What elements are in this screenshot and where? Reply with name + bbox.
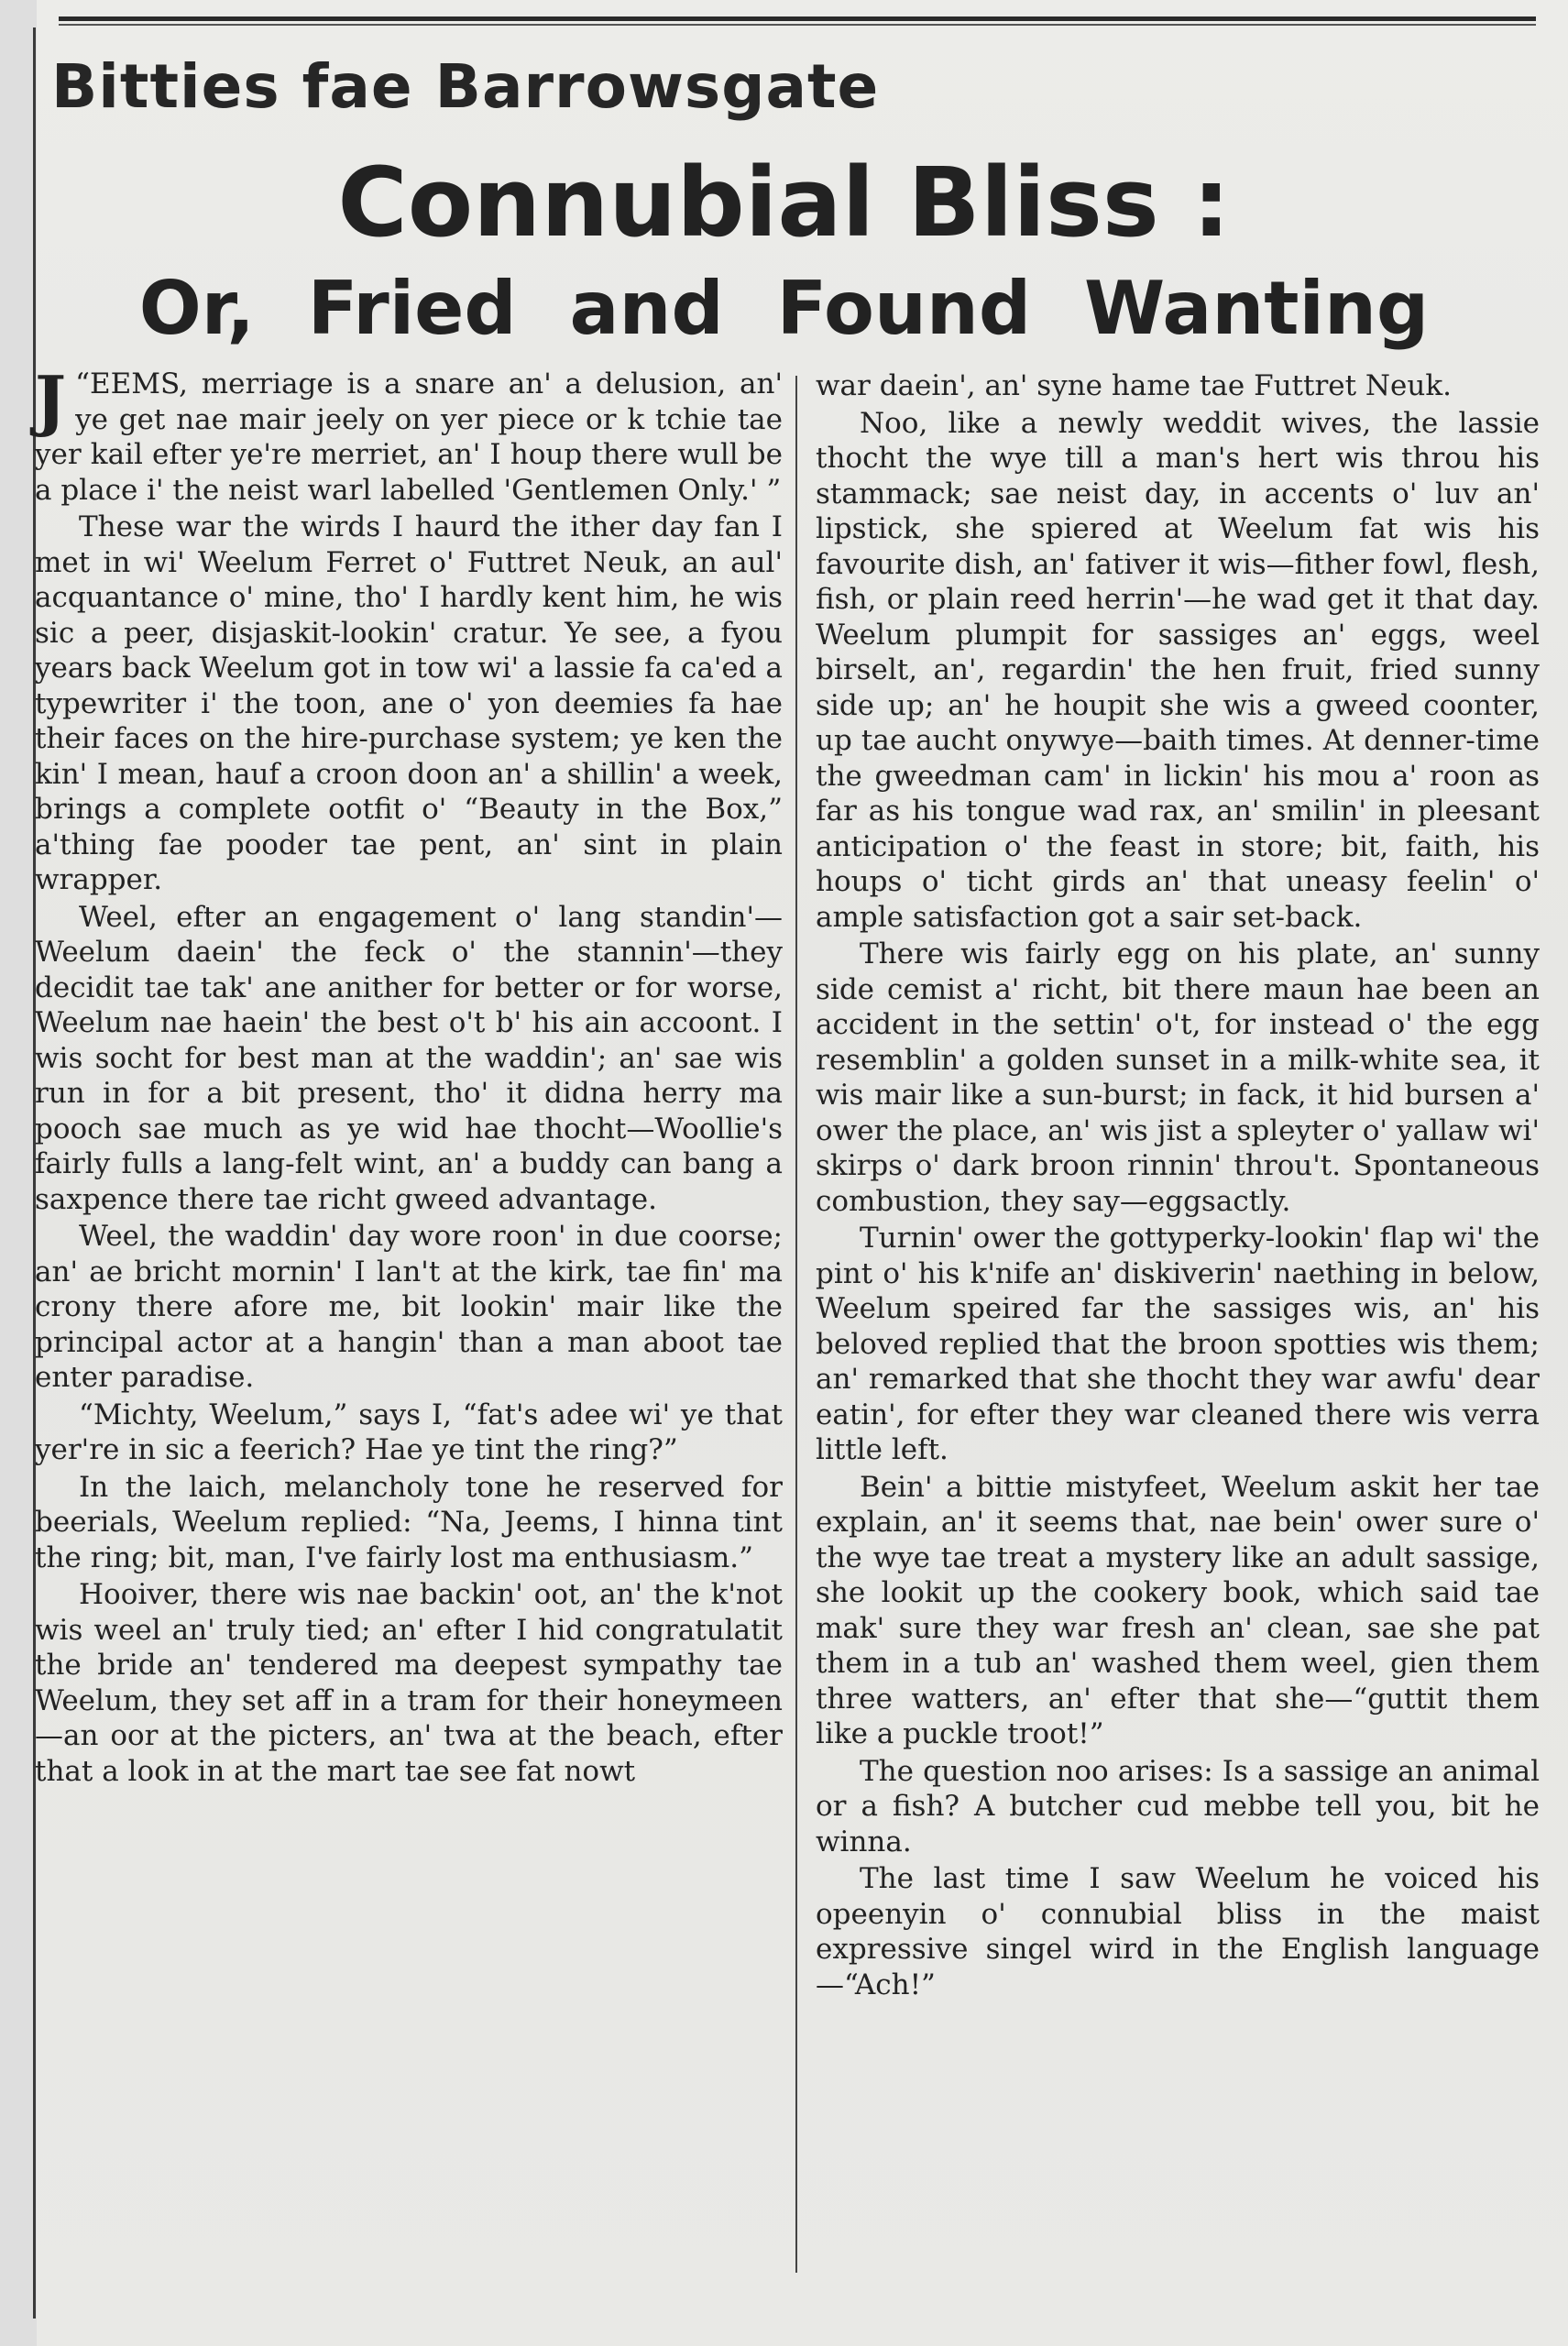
opening-quote: “ bbox=[75, 367, 90, 400]
paragraph: Weel, the waddin' day wore roon' in due coorse; an' ae bricht mornin' I lan't at the kirk, tae fin' ma crony there afore me, bit lookin' mair like the principal actor at a hangin' than a man aboot tae enter paradise. bbox=[35, 1220, 783, 1394]
paragraph: In the laich, melancholy tone he reserved for beerials, Weelum replied: “Na, Jeems, I hinna tint the ring; bit, man, I've fairly lost ma enthusiasm.” bbox=[35, 1470, 783, 1574]
top-rule bbox=[59, 16, 1536, 21]
headline: Connubial Bliss : bbox=[337, 147, 1231, 258]
paragraph: Weel, efter an engagement o' lang standin'—Weelum daein' the feck o' the stannin'—they decidit tae tak' ane anither for better or for worse, Weelum nae haein' the best o't b' his ain accoont. I wis socht for best man at the waddin'; an' sae wis run in for a bit present, tho' it didna herry ma pooch sae much as ye wid hae thocht—Woollie's fairly fulls a lang-felt wint, an' a buddy can bang a saxpence there tae richt gweed advantage. bbox=[35, 900, 783, 1216]
paragraph: These war the wirds I haurd the ither day fan I met in wi' Weelum Ferret o' Futtret Neuk, an aul' acquantance o' mine, tho' I hardly kent him, he wis sic a peer, disjaskit-lookin' cratur. Ye see, a fyou years back Weelum got in tow wi' a lassie fa ca'ed a typewriter i' the toon, ane o' yon deemies fa hae their faces on the hire-purchase system; ye ken the kin' I mean, hauf a croon doon an' a shillin' a week, brings a complete ootfit o' “Beauty in the Box,” a'thing fae pooder tae pent, an' sint in plain wrapper. bbox=[35, 510, 783, 896]
column-divider bbox=[795, 376, 797, 2273]
top-rule-thin bbox=[59, 24, 1536, 26]
paragraph: Turnin' ower the gottyperky-lookin' flap wi' the pint o' his k'nife an' diskiverin' naething in below, Weelum speired far the sassiges wis, an' his beloved replied that the broon spotties wis them; an' remarked that she thocht they war awfu' dear eatin', for efter they war cleaned there wis verra little left. bbox=[816, 1222, 1540, 1466]
paragraph: There wis fairly egg on his plate, an' sunny side cemist a' richt, bit there maun hae been an accident in the settin' o't, for instead o' the egg resemblin' a golden sunset in a milk-white sea, it wis mair like a sun-burst; in fack, it hid bursen a' ower the place, an' wis jist a spleyter o' yallaw wi' skirps o' dark broon rinnin' throu't. Spontaneous combustion, they say—eggsactly. bbox=[816, 937, 1540, 1218]
paragraph: The question noo arises: Is a sassige an animal or a fish? A butcher cud mebbe tell you, bit he winna. bbox=[816, 1754, 1540, 1858]
opening-paragraph bbox=[35, 361, 783, 508]
adjacent-column-strip bbox=[0, 0, 37, 2346]
paragraph: Hooiver, there wis nae backin' oot, an' the k'not wis weel an' truly tied; an' efter I hid congratulatit the bride an' tendered ma deepest sympathy tae Weelum, they set aff in a tram for their honeymeen—an oor at the picters, an' twa at the beach, efter that a look in at the mart tae see fat nowt bbox=[35, 1578, 783, 1788]
kicker-heading: Bitties fae Barrowsgate bbox=[51, 51, 880, 122]
paragraph: Bein' a bittie mistyfeet, Weelum askit her tae explain, an' it seems that, nae bein' ower sure o' the wye tae treat a mystery like an adult sassige, she lookit up the cookery book, which said tae mak' sure they war fresh an' clean, sae she pat them in a tub an' washed them weel, gien them three watters, an' efter that she—“guttit them like a puckle troot!” bbox=[816, 1470, 1540, 1750]
right-column bbox=[816, 368, 1540, 2004]
drop-cap: J bbox=[35, 361, 67, 439]
paragraph: “Michty, Weelum,” says I, “fat's adee wi' ye that yer're in sic a feerich? Hae ye tint the ring?” bbox=[35, 1398, 783, 1466]
paragraph-text: EEMS, merriage is a snare an' a delusion, an' ye get nae mair jeely on yer piece or k tchie tae yer kail efter ye're merriet, an' I houp there wull be a place i' the neist warl labelled 'Gentlemen Only.' ” bbox=[35, 367, 783, 507]
subheadline: Or, Fried and Found Wanting bbox=[138, 266, 1430, 351]
left-column bbox=[35, 361, 783, 1791]
paragraph: Noo, like a newly weddit wives, the lassie thocht the wye till a man's hert wis throu his stammack; sae neist day, in accents o' luv an' lipstick, she spiered at Weelum fat wis his favourite dish, an' fativer it wis—fither fowl, flesh, fish, or plain reed herrin'—he wad get it that day. Weelum plumpit for sassiges an' eggs, weel birselt, an', regardin' the hen fruit, fried sunny side up; an' he houpit she wis a gweed coonter, up tae aucht onywye—baith times. At denner-time the gweedman cam' in lickin' his mou a' roon as far as his tongue wad rax, an' smilin' in pleesant anticipation o' the feast in store; bit, faith, his houps o' ticht girds an' that uneasy feelin' o' ample satisfaction got a sair set-back. bbox=[816, 406, 1540, 934]
paragraph: The last time I saw Weelum he voiced his opeenyin o' connubial bliss in the maist expressive singel wird in the English language—“Ach!” bbox=[816, 1862, 1540, 2001]
continued-paragraph: war daein', an' syne hame tae Futtret Neuk. bbox=[816, 369, 1453, 402]
